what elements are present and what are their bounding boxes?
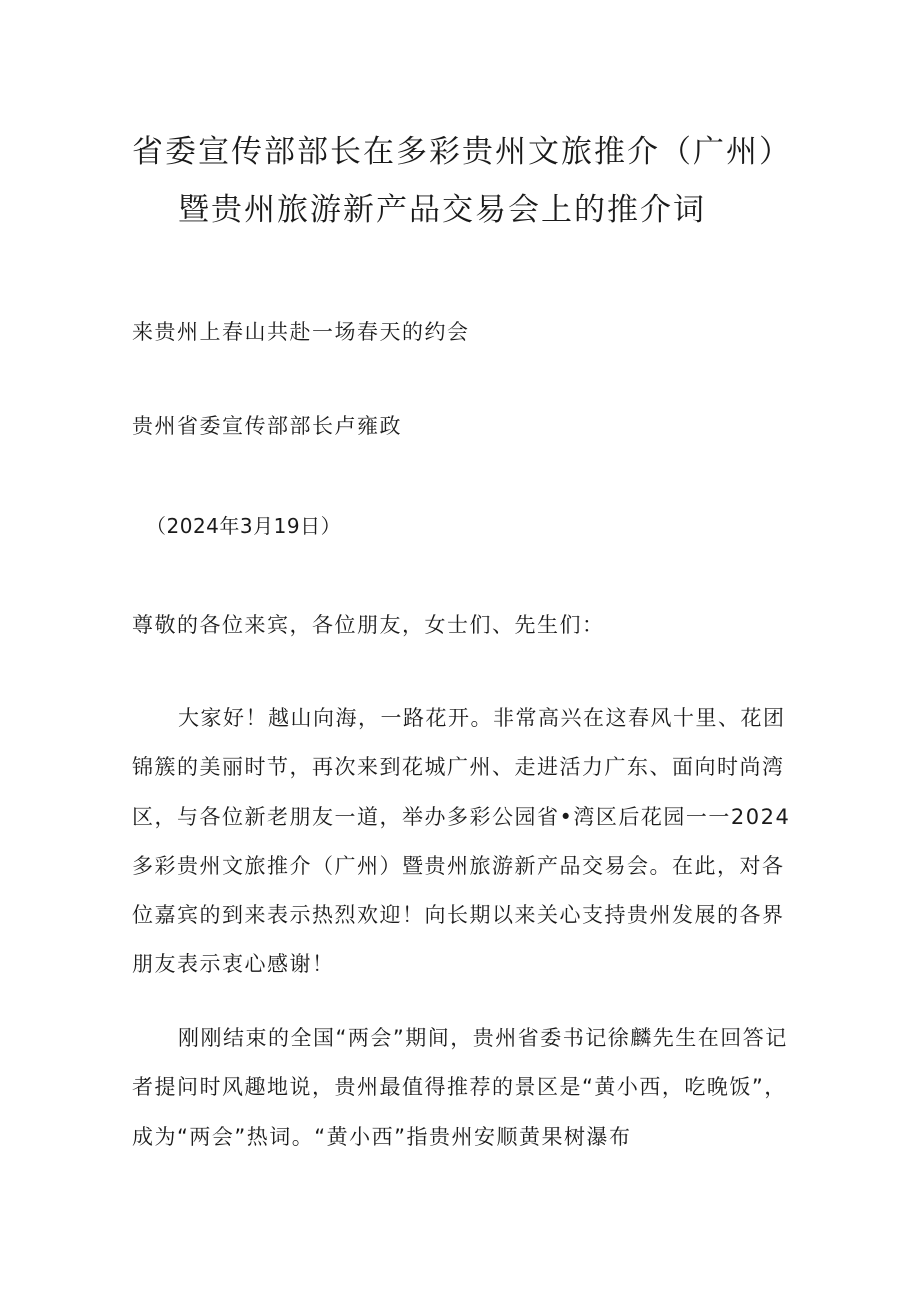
speech-date: （2024年3月19日） bbox=[146, 514, 342, 538]
document-title-line-2: 暨贵州旅游新产品交易会上的推介词 bbox=[178, 192, 706, 228]
salutation: 尊敬的各位来宾，各位朋友，女士们、先生们： bbox=[132, 613, 605, 637]
body-paragraph: 刚刚结束的全国“两会”期间，贵州省委书记徐麟先生在回答记者提问时风趣地说，贵州最值得推荐的景区是“黄小西，吃晚饭”，成为“两会”热词。“黄小西”指贵州安顺黄果树瀑布 bbox=[132, 1026, 788, 1149]
speech-subtitle: 来贵州上春山共赴一场春天的约会 bbox=[132, 320, 470, 344]
document-title-line-1: 省委宣传部部长在多彩贵州文旅推介（广州） bbox=[132, 134, 792, 170]
body-paragraph: 大家好！越山向海，一路花开。非常高兴在这春风十里、花团锦簇的美丽时节，再次来到花城广州、走进活力广东、面向时尚湾区，与各位新老朋友一道，举办多彩公园省•湾区后花园一一2024多彩贵州文旅推介（广州）暨贵州旅游新产品交易会。在此，对各位嘉宾的到来表示热烈欢迎！向长期以来关心支持贵州发展的各界朋友表示衷心感谢！ bbox=[132, 706, 791, 977]
speech-author: 贵州省委宣传部部长卢雍政 bbox=[132, 414, 402, 438]
